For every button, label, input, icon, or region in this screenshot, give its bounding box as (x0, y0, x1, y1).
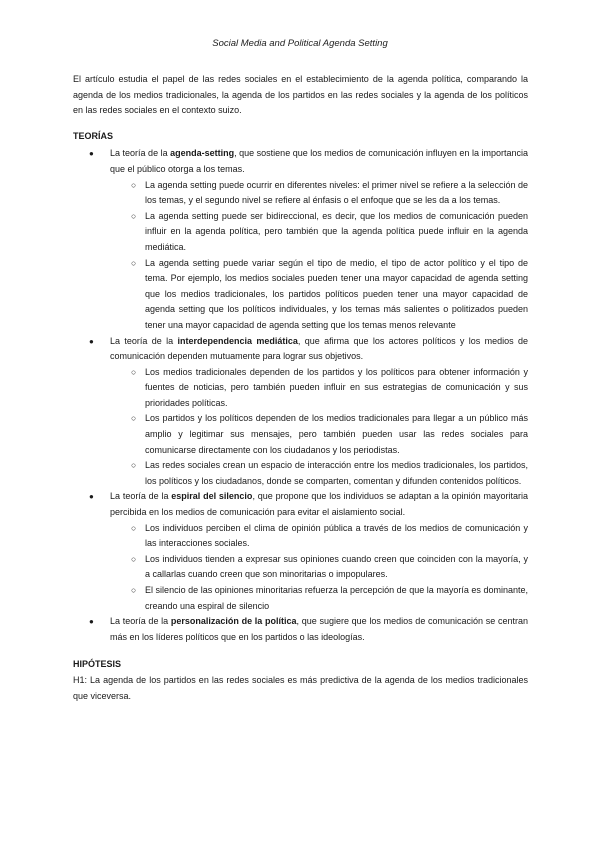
circle-bullet-icon: ○ (131, 179, 137, 190)
theory-subitem (73, 411, 528, 458)
theory-term: agenda-setting (170, 148, 235, 159)
theory-subitem (73, 583, 528, 614)
theory-pre: La teoría de la (110, 148, 171, 159)
bullet-icon: ● (89, 492, 94, 502)
circle-bullet-icon: ○ (131, 522, 137, 533)
running-header: Social Media and Political Agenda Setting (212, 38, 388, 49)
theory-post: , que sugiere que los medios de comunicación se centran más en los líderes políticos que en los partidos o las ideologías. (110, 616, 528, 642)
circle-bullet-icon: ○ (131, 210, 137, 221)
subitem-text: La agenda setting puede variar según el tipo de medio, el tipo de actor político y el tipo de tema. Por ejemplo, los medios sociales pueden tener una mayor capacidad de agenda setting que los medios tradicionales, los partidos políticos pueden tener una mayor capacidad de agenda setting que los políticos individuales, y los temas más salientes o politizados pueden tener una mayor capacidad de agenda setting que los temas menos relevante (145, 257, 528, 330)
theory-post: , que afirma que los actores políticos y los medios de comunicación dependen mutuamente para lograr sus objetivos. (110, 335, 529, 362)
theory-item (73, 334, 528, 365)
theory-pre: La teoría de la (110, 335, 178, 346)
theory-term: personalización de la política (170, 616, 297, 627)
document-body (73, 72, 528, 704)
circle-bullet-icon: ○ (131, 460, 137, 471)
theory-subitem (73, 209, 528, 256)
hypothesis-heading: HIPÓTESIS (73, 659, 122, 670)
circle-bullet-icon: ○ (131, 366, 137, 377)
theories-list (73, 146, 528, 645)
circle-bullet-icon: ○ (131, 257, 137, 268)
theory-subitem (73, 552, 528, 583)
theory-pre: La teoría de la (110, 616, 171, 627)
theory-subitem (73, 458, 528, 489)
subitem-text: La agenda setting puede ocurrir en diferentes niveles: el primer nivel se refiere a la selección de los temas, y el segundo nivel se refiere al énfasis o el enfoque que se les da a los temas. (145, 179, 528, 206)
theory-item (73, 146, 528, 177)
theories-heading: TEORÍAS (73, 130, 114, 141)
theory-subitem (73, 256, 528, 334)
subitem-text: Los individuos perciben el clima de opinión pública a través de los medios de comunicación y las interacciones sociales. (145, 522, 528, 549)
subitem-text: Los individuos tienden a expresar sus opiniones cuando creen que coinciden con la mayoría, y a callarlas cuando creen que son minoritarias o impopulares. (145, 553, 528, 580)
circle-bullet-icon: ○ (131, 585, 137, 595)
subitem-text: Los medios tradicionales dependen de los partidos y los políticos para obtener información y fuentes de noticias, pero también pueden influir en sus estrategias de comunicación y sus prioridades políticas. (145, 366, 528, 408)
theory-term: interdependencia mediática (177, 335, 298, 346)
intro-paragraph: El artículo estudia el papel de las redes sociales en el establecimiento de la agenda política, comparando la agenda de los medios tradicionales, la agenda de los partidos en las redes sociales y la agenda de los políticos en las redes sociales en el contexto suizo. (73, 74, 528, 116)
subitem-text: Las redes sociales crean un espacio de interacción entre los medios tradicionales, los partidos, los políticos y los ciudadanos, donde se comparten, comentan y difunden contenidos políticos. (145, 460, 528, 486)
theory-pre: La teoría de la (110, 491, 172, 502)
theory-post: , que sostiene que los medios de comunicación influyen en la importancia que el público otorga a los temas. (110, 148, 528, 174)
circle-bullet-icon: ○ (131, 553, 137, 564)
hypothesis-section (73, 657, 528, 704)
theory-item (73, 614, 528, 645)
bullet-icon: ● (89, 149, 94, 159)
subitem-text: La agenda setting puede ser bidireccional, es decir, que los medios de comunicación pueden influir en la agenda política, pero también que la agenda política puede influir en la agenda mediática. (145, 210, 528, 252)
theory-term: espiral del silencio (171, 491, 253, 502)
circle-bullet-icon: ○ (131, 413, 137, 424)
bullet-icon: ● (89, 617, 94, 627)
bullet-icon: ● (89, 336, 94, 346)
theory-item (73, 489, 528, 520)
theory-subitem (73, 365, 528, 412)
subitem-text: Los partidos y los políticos dependen de los medios tradicionales para llegar a un público más amplio y legitimar sus mensajes, pero también pueden usar las redes sociales para comunicarse directamente con los ciudadanos y los periodistas. (145, 413, 528, 455)
theory-post: , que propone que los individuos se adaptan a la opinión mayoritaria percibida en los medios de comunicación para evitar el aislamiento social. (110, 491, 528, 518)
theory-subitem (73, 521, 528, 552)
subitem-text: El silencio de las opiniones minoritarias refuerza la percepción de que la mayoría es dominante, creando una espiral de silencio (145, 585, 528, 611)
theory-subitem (73, 178, 528, 209)
hypothesis-text: H1: La agenda de los partidos en las redes sociales es más predictiva de la agenda de los medios tradicionales que viceversa. (73, 674, 528, 701)
